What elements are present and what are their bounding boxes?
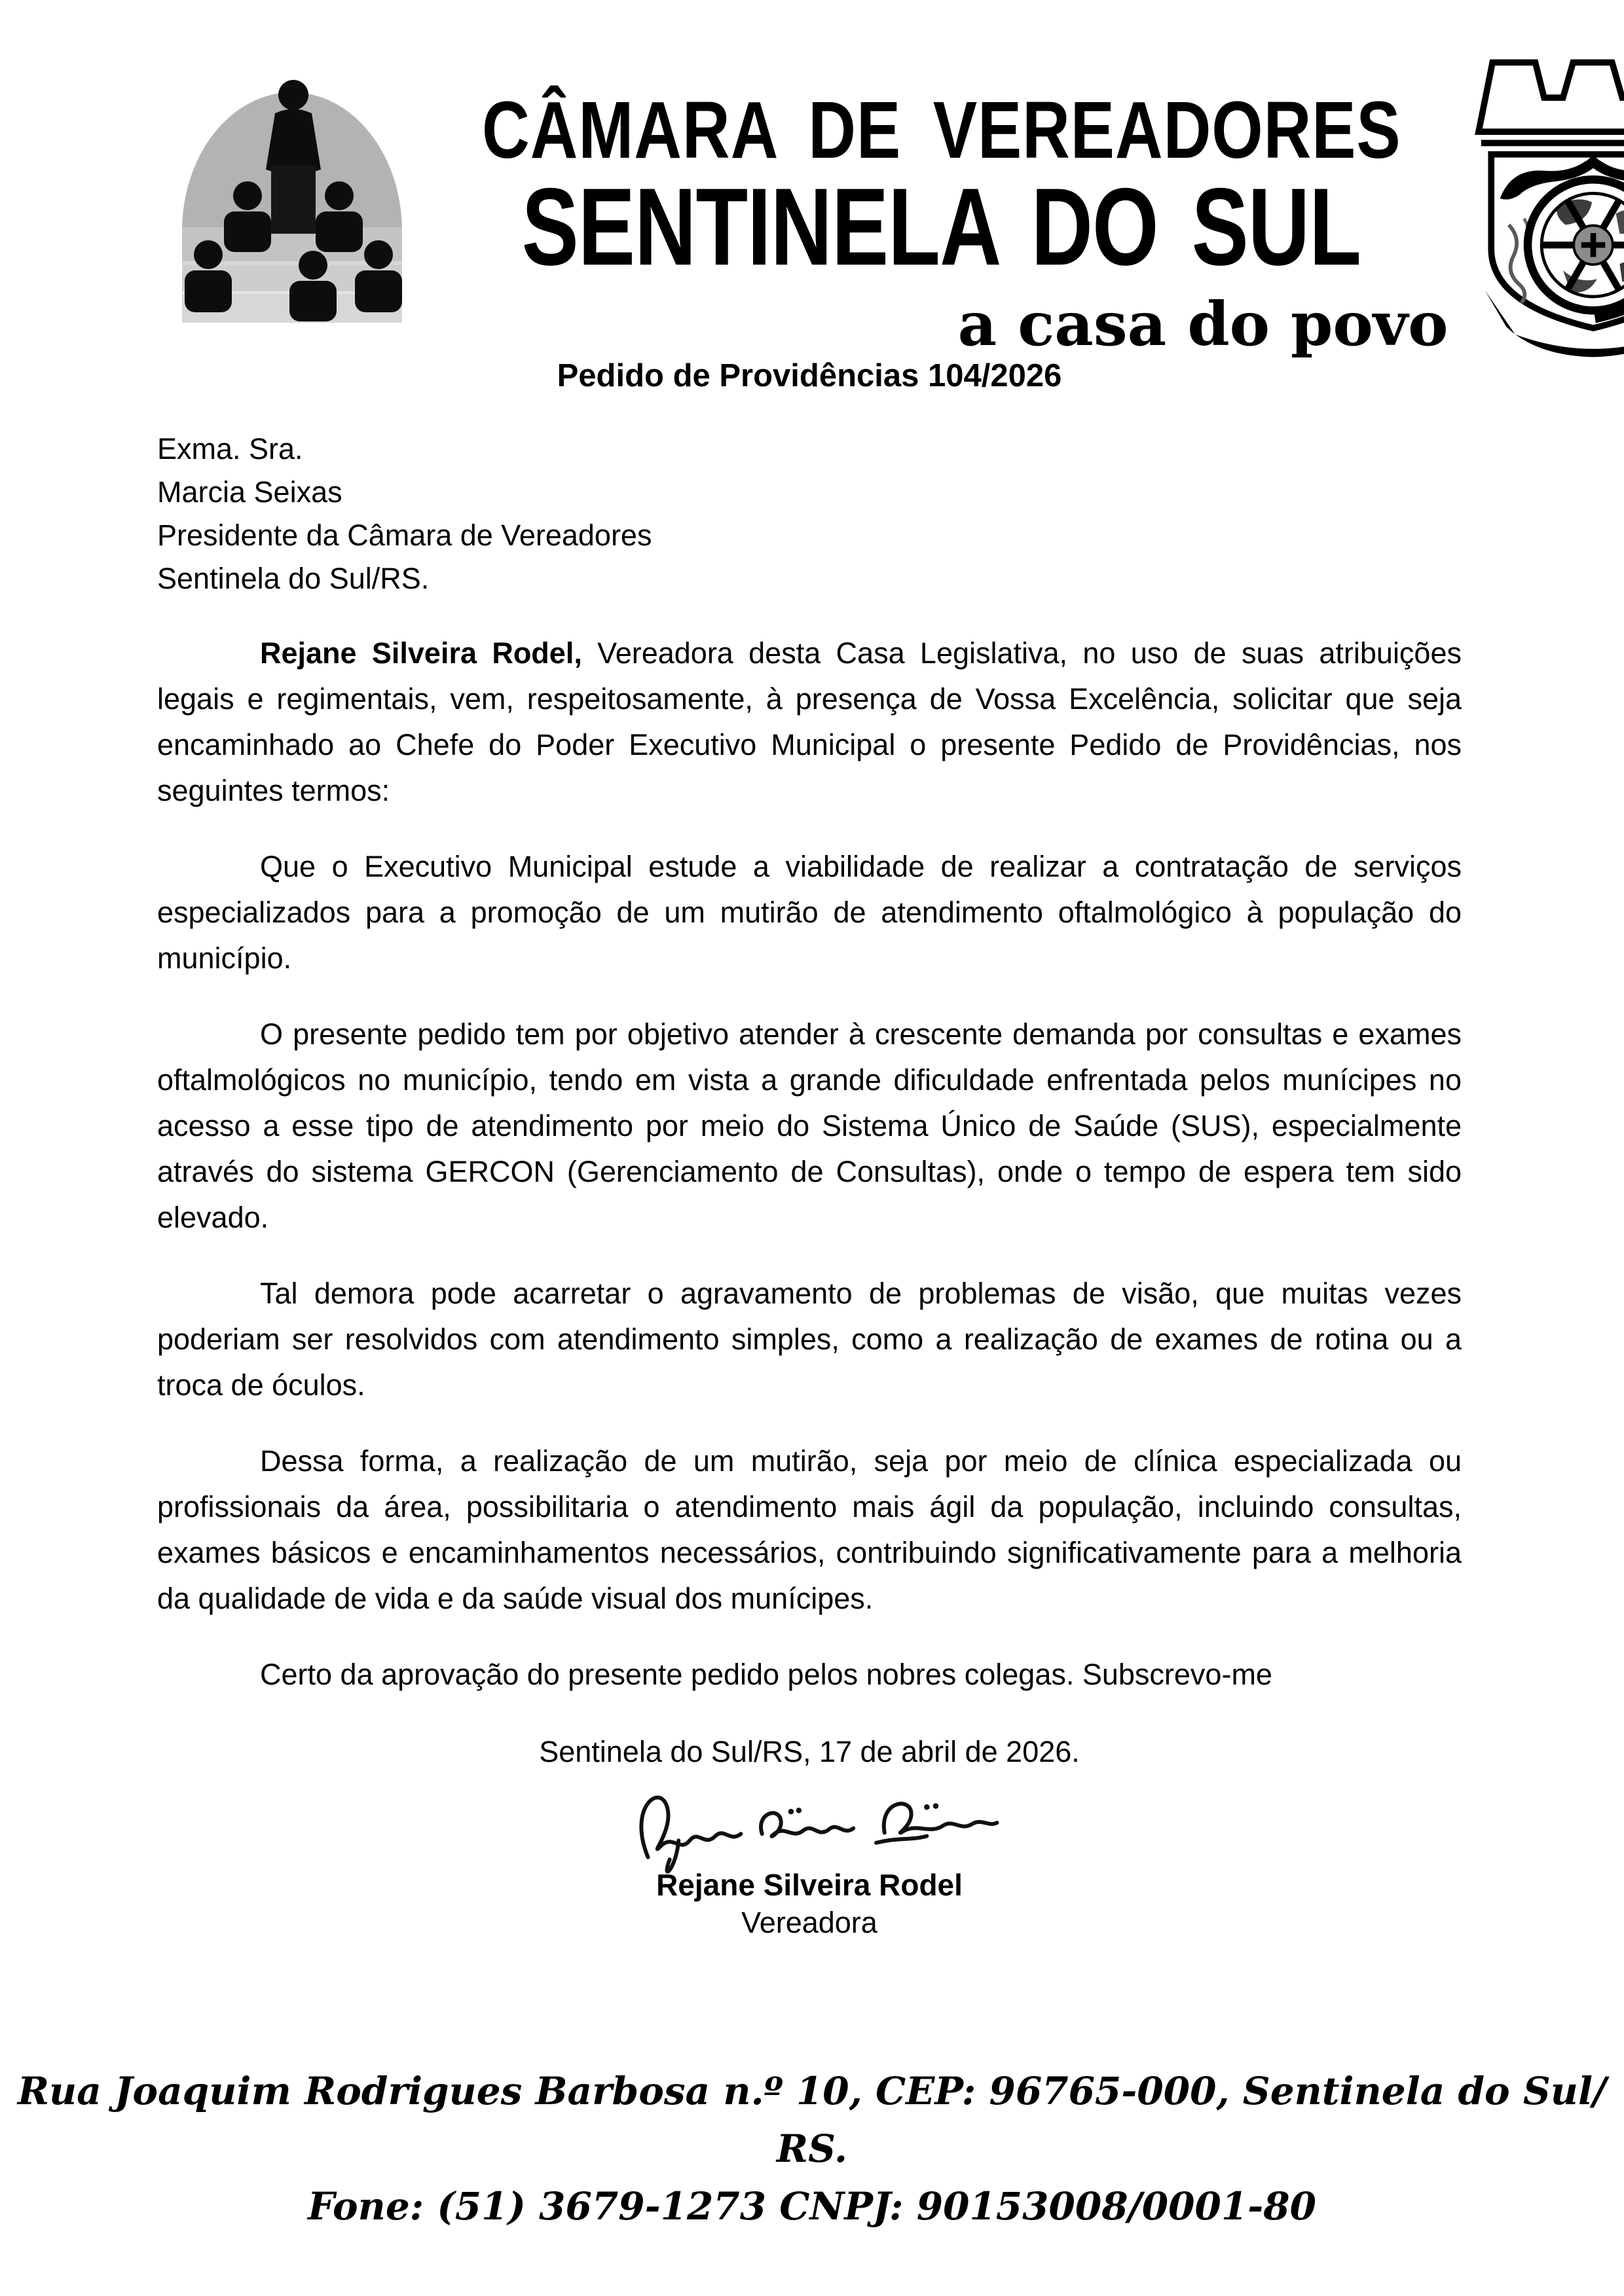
signature-block bbox=[157, 1775, 1462, 1942]
people-assembly-logo bbox=[148, 36, 431, 324]
closing-line: Certo da aprovação do presente pedido pelos nobres colegas. Subscrevo-me bbox=[260, 1658, 1272, 1691]
mural-crown-icon bbox=[1479, 62, 1624, 132]
recipient-line-name: Marcia Seixas bbox=[157, 475, 342, 509]
org-name-line2: SENTINELA DO SUL bbox=[522, 164, 1361, 289]
wheel-emblem-icon bbox=[1528, 179, 1624, 310]
recipient-block bbox=[157, 428, 1462, 600]
recipient-line-city: Sentinela do Sul/RS. bbox=[157, 562, 430, 595]
org-name-block bbox=[431, 36, 1452, 359]
signatory-role: Vereadora bbox=[741, 1906, 877, 1939]
municipal-coat-of-arms bbox=[1452, 36, 1624, 363]
footer bbox=[0, 2062, 1624, 2235]
paragraph-1-text: Vereadora desta Casa Legislativa, no uso de suas atribuições legais e regimentais, vem, respeitosamente, à presença de Vossa Excelência, solicitar que seja encaminhado ao Chefe do Poder Executivo Municipal o presente Pedido de Providências, nos seguintes termos: bbox=[157, 636, 1462, 807]
document-title: Pedido de Providências 104/2026 bbox=[557, 358, 1062, 393]
footer-phone-cnpj: Fone: (51) 3679-1273 CNPJ: 90153008/0001-80 bbox=[307, 2184, 1316, 2229]
recipient-line-role: Presidente da Câmara de Vereadores bbox=[157, 519, 652, 552]
org-tagline: a casa do povo bbox=[957, 289, 1449, 359]
paragraph-2: Que o Executivo Municipal estude a viabilidade de realizar a contratação de serviços especializados para a promoção de um mutirão de atendimento oftalmológico à população do município. bbox=[157, 850, 1462, 975]
paragraph-1 bbox=[157, 630, 1462, 814]
paragraph-3: O presente pedido tem por objetivo atender à crescente demanda por consultas e exames oftalmológicos no município, tendo em vista a grande dificuldade enfrentada pelos munícipes no acesso a esse tipo de atendimento por meio do Sistema Único de Saúde (SUS), especialmente através do sistema GERCON (Gerenciamento de Consultas), onde o tempo de espera tem sido elevado. bbox=[157, 1017, 1462, 1234]
recipient-line-salutation: Exma. Sra. bbox=[157, 432, 303, 465]
footer-address: Rua Joaquim Rodrigues Barbosa n.º 10, CEP: 96765-000, Sentinela do Sul/ RS. bbox=[17, 2069, 1607, 2171]
paragraph-4: Tal demora pode acarretar o agravamento de problemas de visão, que muitas vezes poderiam ser resolvidos com atendimento simples, como a realização de exames de rotina ou a troca de óculos. bbox=[157, 1277, 1462, 1402]
author-name-lead: Rejane Silveira Rodel, bbox=[260, 636, 582, 670]
org-name-line1: CÂMARA DE VEREADORES bbox=[481, 84, 1401, 175]
dateline: Sentinela do Sul/RS, 17 de abril de 2026. bbox=[539, 1735, 1080, 1768]
signatory-name: Rejane Silveira Rodel bbox=[656, 1868, 963, 1902]
letterhead bbox=[148, 36, 1504, 359]
paragraph-5: Dessa forma, a realização de um mutirão, seja por meio de clínica especializada ou profissionais da área, possibilitaria o atendimento mais ágil da população, incluindo consultas, exames básicos e encaminhamentos necessários, contribuindo significativamente para a melhoria da qualidade de vida e da saúde visual dos munícipes. bbox=[157, 1444, 1462, 1615]
